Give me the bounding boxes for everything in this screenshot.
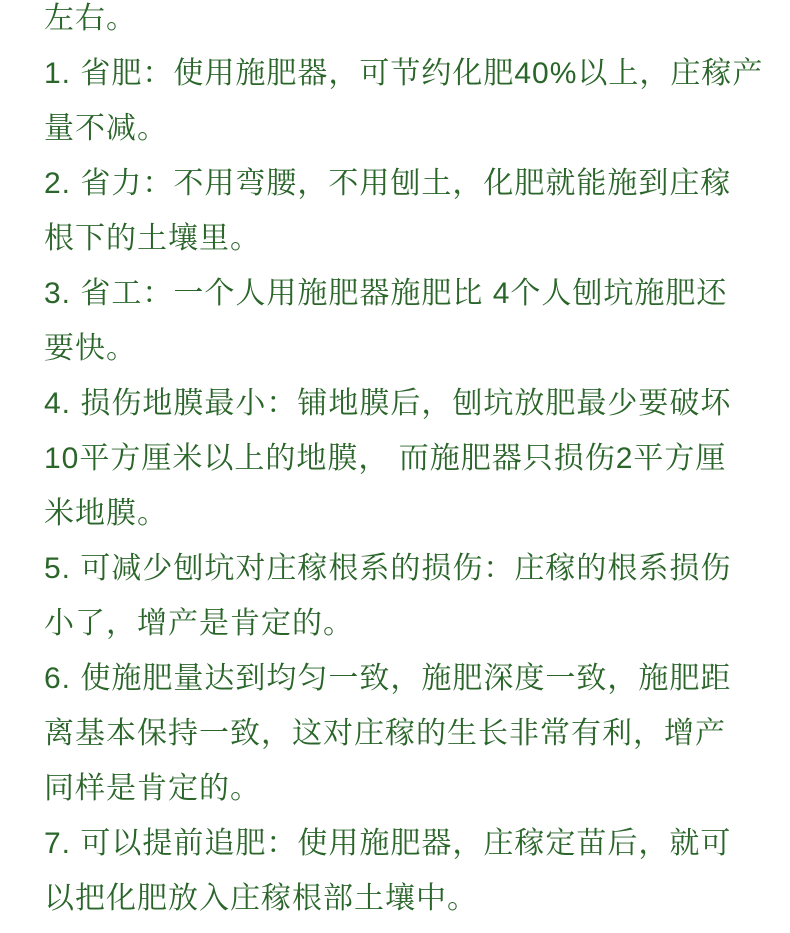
text-line: 要快。 (44, 332, 137, 365)
text-line: 4. 损伤地膜最小：铺地膜后，刨坑放肥最少要破坏 (44, 387, 732, 420)
text-line: 10平方厘米以上的地膜， 而施肥器只损伤2平方厘 (44, 442, 727, 475)
product-description-text (44, 0, 790, 926)
text-line: 同样是肯定的。 (44, 772, 261, 805)
text-line: 2. 省力：不用弯腰，不用刨土，化肥就能施到庄稼 (44, 167, 732, 200)
text-line: 3. 省工：一个人用施肥器施肥比 4个人刨坑施肥还 (44, 277, 728, 310)
text-line: 以把化肥放入庄稼根部土壤中。 (44, 882, 478, 915)
text-line: 米地膜。 (44, 497, 168, 530)
text-line: 7. 可以提前追肥：使用施肥器，庄稼定苗后，就可 (44, 827, 732, 860)
text-line: 1. 省肥：使用施肥器，可节约化肥40%以上，庄稼产 (44, 57, 764, 90)
text-line: 5. 可减少刨坑对庄稼根系的损伤：庄稼的根系损伤 (44, 552, 732, 585)
text-line: 量不减。 (44, 112, 168, 145)
text-line: 离基本保持一致，这对庄稼的生长非常有利，增产 (44, 717, 726, 750)
text-line: 小了，增产是肯定的。 (44, 607, 354, 640)
text-line: 6. 使施肥量达到均匀一致，施肥深度一致，施肥距 (44, 662, 732, 695)
text-line: 根下的土壤里。 (44, 222, 261, 255)
text-line: 左右。 (44, 2, 137, 35)
